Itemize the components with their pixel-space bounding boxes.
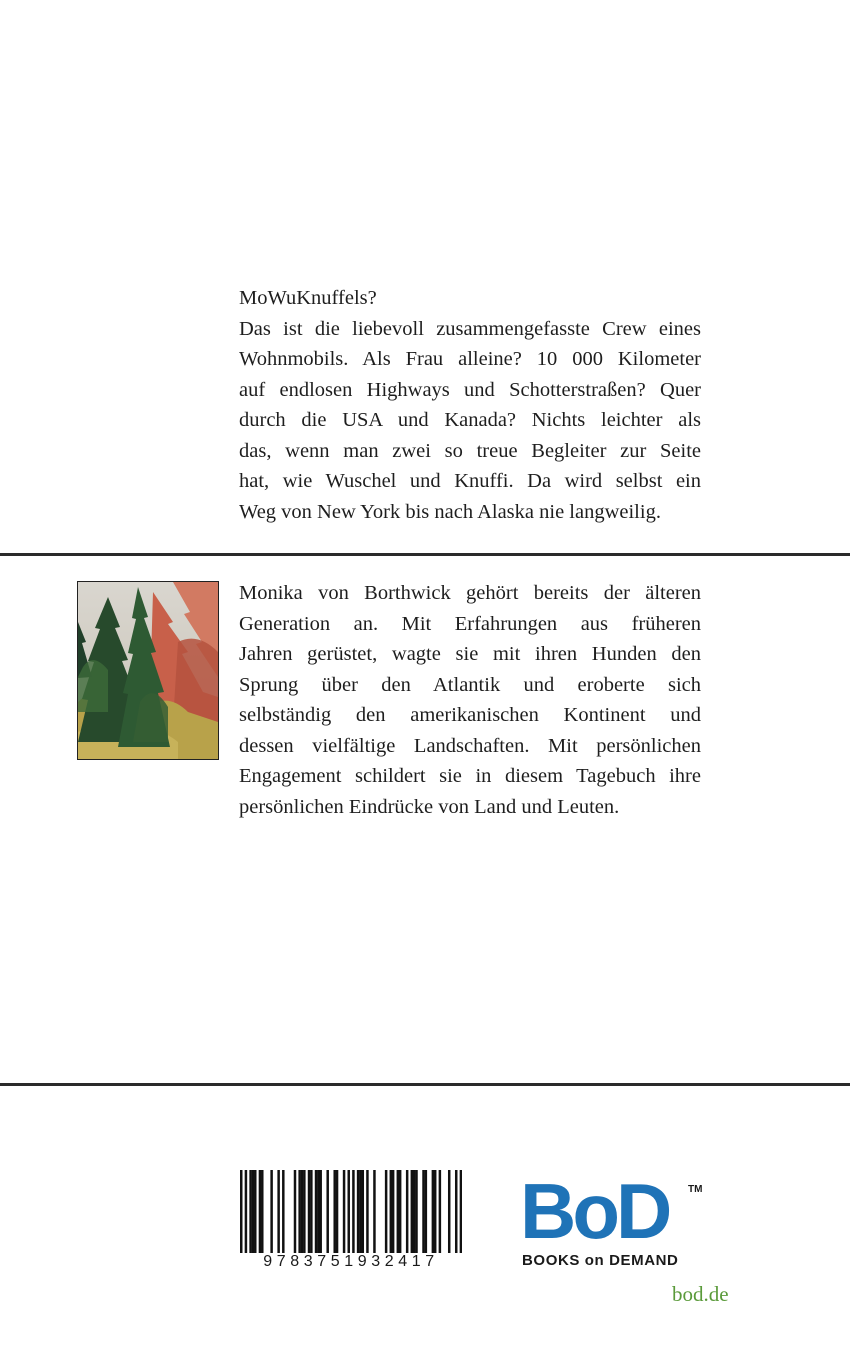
barcode-bar [373, 1170, 375, 1262]
barcode-bar [362, 1170, 364, 1262]
barcode-bar [422, 1170, 424, 1262]
bod-logo-text: BoD [520, 1180, 669, 1240]
blurb-line: auf endlosen Highways und Schotterstraßen? Quer [239, 378, 701, 401]
barcode-bar [315, 1170, 317, 1262]
barcode-bar [303, 1170, 305, 1262]
barcode-bar [343, 1170, 345, 1262]
barcode-bar [352, 1170, 354, 1262]
barcode-bar [406, 1170, 408, 1262]
author-bio [239, 578, 701, 822]
barcode-bar [261, 1170, 263, 1262]
barcode-bar [245, 1170, 247, 1262]
barcode-bar [317, 1170, 319, 1262]
barcode-bar [347, 1170, 349, 1262]
barcode-bar [301, 1170, 303, 1262]
barcode-bar [254, 1170, 256, 1262]
barcode-bar [252, 1170, 254, 1262]
barcode-bar [460, 1170, 462, 1262]
author-photo [77, 581, 219, 760]
barcode-bar [310, 1170, 312, 1262]
barcode-bar [336, 1170, 338, 1262]
blurb-title: MoWuKnuffels? [239, 287, 377, 309]
barcode-bar [366, 1170, 368, 1262]
barcode-bar [240, 1170, 242, 1262]
author-bio-line: Engagement schildert sie in diesem Tagebuch ihre [239, 765, 701, 787]
blurb-line: Wohnmobils. Als Frau alleine? 10 000 Kilometer [239, 348, 701, 370]
divider-top [0, 553, 850, 556]
author-bio-line: dessen vielfältige Landschaften. Mit persönlichen [239, 734, 701, 757]
barcode-bar [399, 1170, 401, 1262]
barcode-bar [415, 1170, 417, 1262]
divider-bottom [0, 1083, 850, 1086]
barcode-bar [392, 1170, 394, 1262]
barcode-bars [240, 1170, 462, 1262]
blurb-line: hat, wie Wuschel und Knuffi. Da wird selbst ein [239, 470, 701, 492]
barcode-bar [357, 1170, 359, 1262]
barcode-bar [308, 1170, 310, 1262]
author-bio-line: persönlichen Eindrücke von Land und Leuten. [239, 795, 620, 818]
barcode-bar [277, 1170, 279, 1262]
barcode-bar [411, 1170, 413, 1262]
blurb-line: das, wenn man zwei so treue Begleiter zur Seite [239, 439, 701, 462]
barcode-bar [455, 1170, 457, 1262]
blurb-line: Weg von New York bis nach Alaska nie langweilig. [239, 500, 661, 523]
isbn-number: 9783751932417 [240, 1253, 462, 1271]
trademark-symbol: TM [688, 1184, 703, 1195]
author-bio-line: Jahren gerüstet, wagte sie mit ihren Hunden den [239, 643, 701, 665]
author-bio-line: Monika von Borthwick gehört bereits der älteren [239, 582, 701, 604]
back-cover-blurb [239, 283, 701, 527]
barcode-bar [326, 1170, 328, 1262]
barcode-bar [249, 1170, 251, 1262]
barcode-bar [448, 1170, 450, 1262]
blurb-line: durch die USA und Kanada? Nichts leichter als [239, 409, 701, 431]
author-bio-line: selbständig den amerikanischen Kontinent und [239, 704, 701, 726]
barcode-bar [319, 1170, 321, 1262]
author-bio-line: Sprung über den Atlantik und eroberte sich [239, 673, 701, 696]
barcode-bar [359, 1170, 361, 1262]
barcode-bar [270, 1170, 272, 1262]
barcode-bar [413, 1170, 415, 1262]
barcode-bar [259, 1170, 261, 1262]
publisher-tagline: BOOKS on DEMAND [522, 1252, 679, 1269]
barcode-bar [432, 1170, 434, 1262]
barcode-bar [282, 1170, 284, 1262]
barcode-bar [333, 1170, 335, 1262]
barcode-bar [397, 1170, 399, 1262]
blurb-line: Das ist die liebevoll zusammengefasste Crew eines [239, 317, 701, 340]
author-bio-line: Generation an. Mit Erfahrungen aus früheren [239, 612, 701, 635]
barcode-bar [390, 1170, 392, 1262]
barcode-bar [298, 1170, 300, 1262]
barcode-bar [385, 1170, 387, 1262]
barcode-bar [294, 1170, 296, 1262]
barcode-bar [434, 1170, 436, 1262]
publisher-logo [520, 1180, 710, 1240]
barcode-bar [425, 1170, 427, 1262]
publisher-url: bod.de [672, 1282, 729, 1306]
barcode-bar [439, 1170, 441, 1262]
